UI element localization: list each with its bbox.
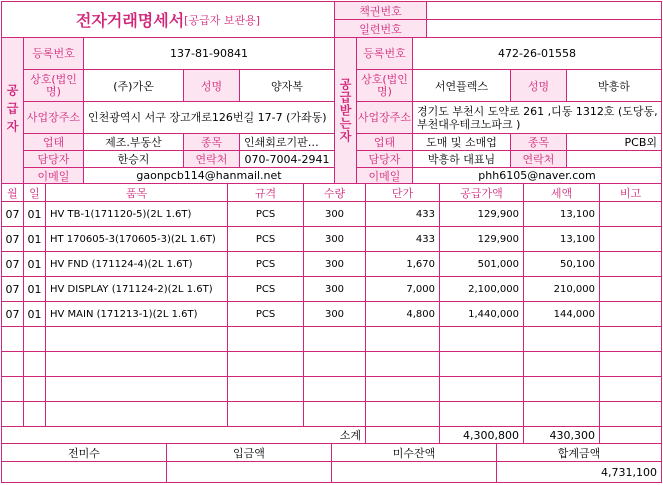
table-cell-day: 01 <box>24 227 46 252</box>
table-cell-item: HV TB-1(171120-5)(2L 1.6T) <box>46 202 228 227</box>
table-empty-cell <box>46 327 228 352</box>
table-cell-qty: 300 <box>304 227 366 252</box>
table-empty-cell <box>600 402 661 427</box>
book-no-label: 책권번호 <box>335 2 427 20</box>
table-cell-spec: PCS <box>228 227 304 252</box>
buyer-biz-item: PCB외 <box>567 134 661 151</box>
buyer-manager-label: 담당자 <box>357 151 413 168</box>
table-empty-cell <box>524 327 600 352</box>
table-cell-price: 433 <box>366 227 440 252</box>
supplier-phone-label: 연락처 <box>184 151 240 168</box>
table-empty-cell <box>440 352 524 377</box>
table-empty-cell <box>46 377 228 402</box>
table-cell-day: 01 <box>24 302 46 327</box>
table-empty-cell <box>600 327 661 352</box>
table-cell-month: 07 <box>2 302 24 327</box>
table-cell-note <box>600 202 661 227</box>
table-cell-day: 01 <box>24 252 46 277</box>
buyer-email: phh6105@naver.com <box>413 168 661 184</box>
table-cell-qty: 300 <box>304 302 366 327</box>
table-empty-cell <box>24 352 46 377</box>
table-empty-cell <box>440 327 524 352</box>
serial-no-label: 일련번호 <box>335 20 427 38</box>
prev-balance-label: 전미수 <box>2 444 167 462</box>
table-cell-price: 1,670 <box>366 252 440 277</box>
table-cell-amount: 2,100,000 <box>440 277 524 302</box>
supplier-biz-item-label: 종목 <box>184 134 240 151</box>
prev-balance-value <box>2 462 167 482</box>
table-cell-day: 01 <box>24 202 46 227</box>
unpaid-label: 미수잔액 <box>332 444 497 462</box>
table-cell-spec: PCS <box>228 202 304 227</box>
buyer-addr: 경기도 부천시 도약로 261 ,디동 1312호 (도당동, 부천대우테크노파크 ) <box>413 102 661 134</box>
table-empty-cell <box>2 377 24 402</box>
table-cell-item: HV MAIN (171213-1)(2L 1.6T) <box>46 302 228 327</box>
total-value: 4,731,100 <box>601 465 657 479</box>
table-cell-tax: 13,100 <box>524 202 600 227</box>
total-label: 합계금액 <box>497 444 661 462</box>
supplier-biz-type-label: 업태 <box>24 134 84 151</box>
table-cell-day: 01 <box>24 277 46 302</box>
received-value <box>167 462 332 482</box>
table-cell-price: 4,800 <box>366 302 440 327</box>
subtotal-price <box>366 427 440 444</box>
supplier-phone: 070-7004-2941 <box>240 151 335 168</box>
col-item-header: 품목 <box>46 184 228 202</box>
transaction-statement <box>1 1 662 483</box>
supplier-section-label: 공급자 <box>2 38 24 184</box>
supplier-rep-label: 성명 <box>184 70 240 102</box>
table-cell-qty: 300 <box>304 252 366 277</box>
supplier-reg-no: 137-81-90841 <box>84 38 335 70</box>
table-empty-cell <box>600 352 661 377</box>
title-area <box>2 2 335 38</box>
buyer-reg-no: 472-26-01558 <box>413 38 661 70</box>
received-label: 입금액 <box>167 444 332 462</box>
table-empty-cell <box>228 352 304 377</box>
table-cell-note <box>600 302 661 327</box>
buyer-biz-type: 도매 및 소매업 <box>413 134 511 151</box>
table-cell-item: HT 170605-3(170605-3)(2L 1.6T) <box>46 227 228 252</box>
table-cell-tax: 210,000 <box>524 277 600 302</box>
buyer-rep: 박흥하 <box>567 70 661 102</box>
supplier-manager-label: 담당자 <box>24 151 84 168</box>
col-month-header: 월 <box>2 184 24 202</box>
col-qty-header: 수량 <box>304 184 366 202</box>
table-cell-note <box>600 277 661 302</box>
supplier-biz-type: 제조.부동산 <box>84 134 184 151</box>
table-empty-cell <box>524 352 600 377</box>
table-cell-tax: 144,000 <box>524 302 600 327</box>
buyer-addr-label: 사업장주소 <box>357 102 413 134</box>
table-empty-cell <box>366 402 440 427</box>
col-amount-header: 공급가액 <box>440 184 524 202</box>
table-empty-cell <box>440 377 524 402</box>
table-empty-cell <box>600 377 661 402</box>
table-cell-tax: 13,100 <box>524 227 600 252</box>
supplier-biz-item: 인쇄회로기판… <box>240 134 335 151</box>
table-empty-cell <box>366 352 440 377</box>
buyer-biz-item-label: 종목 <box>511 134 567 151</box>
supplier-reg-label: 등록번호 <box>24 38 84 70</box>
table-cell-amount: 1,440,000 <box>440 302 524 327</box>
col-day-header: 일 <box>24 184 46 202</box>
buyer-email-label: 이메일 <box>357 168 413 184</box>
serial-no-value <box>427 20 661 38</box>
table-cell-tax: 50,100 <box>524 252 600 277</box>
table-empty-cell <box>2 327 24 352</box>
table-empty-cell <box>2 402 24 427</box>
table-cell-spec: PCS <box>228 277 304 302</box>
buyer-manager: 박흥하 대표님 <box>413 151 511 168</box>
supplier-email: gaonpcb114@hanmail.net <box>84 168 335 184</box>
table-cell-month: 07 <box>2 277 24 302</box>
col-spec-header: 규격 <box>228 184 304 202</box>
table-cell-amount: 501,000 <box>440 252 524 277</box>
table-cell-qty: 300 <box>304 202 366 227</box>
table-cell-note <box>600 227 661 252</box>
col-tax-header: 세액 <box>524 184 600 202</box>
supplier-addr-label: 사업장주소 <box>24 102 84 134</box>
table-cell-month: 07 <box>2 252 24 277</box>
table-empty-cell <box>366 327 440 352</box>
subtotal-label: 소계 <box>2 427 366 444</box>
table-empty-cell <box>2 352 24 377</box>
buyer-phone <box>567 151 661 168</box>
subtotal-amount: 4,300,800 <box>440 427 524 444</box>
table-empty-cell <box>228 327 304 352</box>
table-empty-cell <box>24 377 46 402</box>
table-cell-item: HV DISPLAY (171124-2)(2L 1.6T) <box>46 277 228 302</box>
document-subtitle: [공급자 보관용] <box>184 13 261 27</box>
table-empty-cell <box>304 402 366 427</box>
supplier-rep: 양자복 <box>240 70 335 102</box>
table-cell-price: 433 <box>366 202 440 227</box>
supplier-manager: 한승지 <box>84 151 184 168</box>
col-price-header: 단가 <box>366 184 440 202</box>
table-cell-amount: 129,900 <box>440 202 524 227</box>
table-cell-spec: PCS <box>228 302 304 327</box>
book-no-value <box>427 2 661 20</box>
table-empty-cell <box>366 377 440 402</box>
subtotal-tax: 430,300 <box>524 427 600 444</box>
supplier-email-label: 이메일 <box>24 168 84 184</box>
table-cell-amount: 129,900 <box>440 227 524 252</box>
buyer-reg-label: 등록번호 <box>357 38 413 70</box>
table-cell-month: 07 <box>2 227 24 252</box>
buyer-name: 서연플렉스 <box>413 70 511 102</box>
table-empty-cell <box>304 327 366 352</box>
table-empty-cell <box>440 402 524 427</box>
table-empty-cell <box>228 402 304 427</box>
table-cell-month: 07 <box>2 202 24 227</box>
table-empty-cell <box>524 377 600 402</box>
buyer-name-label: 상호(법인명) <box>357 70 413 102</box>
table-empty-cell <box>304 352 366 377</box>
unpaid-value <box>332 462 497 482</box>
supplier-name-label: 상호(법인명) <box>24 70 84 102</box>
table-cell-note <box>600 252 661 277</box>
table-empty-cell <box>524 402 600 427</box>
table-empty-cell <box>46 402 228 427</box>
col-note-header: 비고 <box>600 184 661 202</box>
buyer-phone-label: 연락처 <box>511 151 567 168</box>
table-cell-qty: 300 <box>304 277 366 302</box>
table-empty-cell <box>228 377 304 402</box>
table-cell-item: HV FND (171124-4)(2L 1.6T) <box>46 252 228 277</box>
table-empty-cell <box>304 377 366 402</box>
table-cell-price: 7,000 <box>366 277 440 302</box>
subtotal-note <box>600 427 661 444</box>
buyer-section-label: 공급받는자 <box>335 38 357 184</box>
buyer-rep-label: 성명 <box>511 70 567 102</box>
table-empty-cell <box>46 352 228 377</box>
buyer-biz-type-label: 업태 <box>357 134 413 151</box>
table-empty-cell <box>24 327 46 352</box>
table-empty-cell <box>24 402 46 427</box>
supplier-addr: 인천광역시 서구 장고개로126번길 17-7 (가좌동) <box>84 102 335 134</box>
table-cell-spec: PCS <box>228 252 304 277</box>
supplier-name: (주)가온 <box>84 70 184 102</box>
document-title: 전자거래명세서 <box>75 11 185 30</box>
